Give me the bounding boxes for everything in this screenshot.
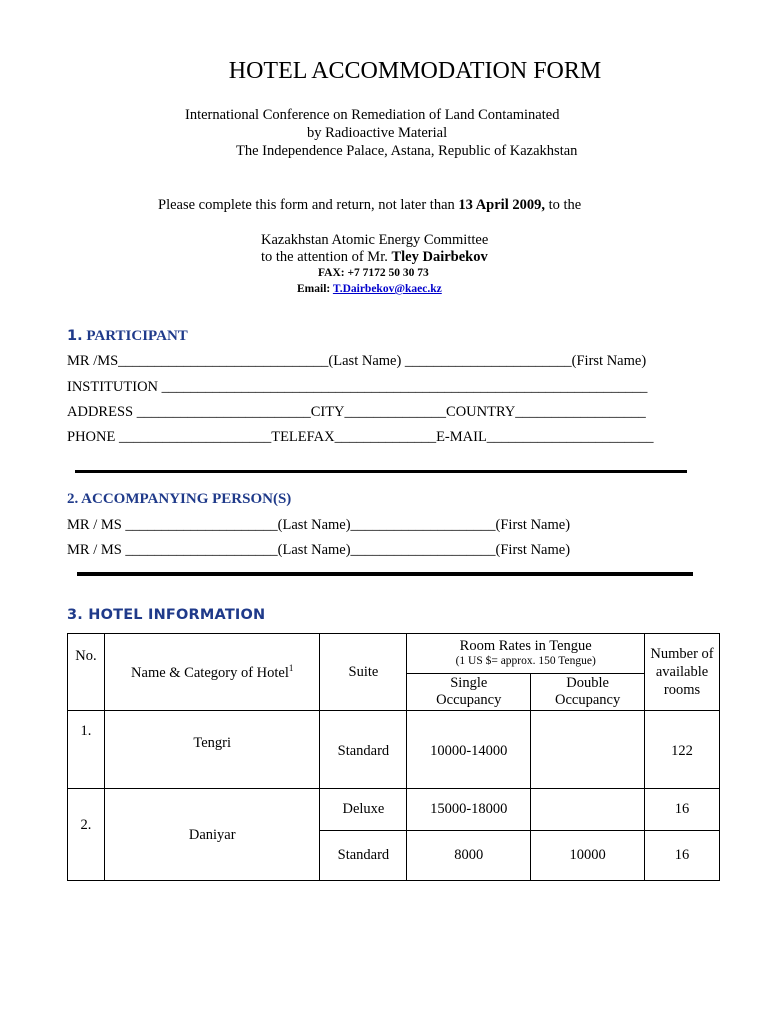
hotel-name: Daniyar xyxy=(104,789,320,881)
rooms-header-l2: available xyxy=(655,664,709,680)
accompanying-person-1-field[interactable]: MR / MS _____________________(Last Name)____________________(First Name) xyxy=(67,517,571,533)
footnote-marker: 1 xyxy=(288,662,294,673)
col-header-single xyxy=(407,674,531,711)
single-l2: Occupancy xyxy=(436,692,502,708)
email-link[interactable]: T.Dairbekov@kaec.kz xyxy=(332,283,442,295)
col-header-hotel-name-text: Name & Category of Hotel xyxy=(131,664,289,681)
rooms-available: 16 xyxy=(645,831,720,881)
participant-institution-field[interactable]: INSTITUTION ___________________________________________________________________ xyxy=(67,379,648,395)
participant-heading-num: 1. xyxy=(67,328,83,344)
contact-fax: FAX: +7 7172 50 30 73 xyxy=(318,267,429,279)
rooms-header-l1: Number of xyxy=(650,646,714,662)
table-row xyxy=(68,789,720,831)
single-l1: Single xyxy=(450,675,488,691)
col-header-double xyxy=(531,674,645,711)
col-header-suite: Suite xyxy=(320,634,407,711)
conference-name-line1: International Conference on Remediation of Land Contaminated xyxy=(185,107,560,123)
suite-type: Deluxe xyxy=(320,789,407,831)
rooms-available: 122 xyxy=(645,711,720,789)
rates-title: Room Rates in Tengue xyxy=(459,638,592,654)
col-header-rooms xyxy=(645,634,720,711)
double-rate xyxy=(531,711,645,789)
hotel-name: Tengri xyxy=(104,711,320,789)
col-header-no: No. xyxy=(68,634,105,711)
participant-address-field[interactable]: ADDRESS ________________________CITY______________COUNTRY__________________ xyxy=(67,404,646,420)
col-header-hotel-name xyxy=(104,634,320,711)
instructions-prefix: Please complete this form and return, not later than xyxy=(158,197,459,213)
form-title: HOTEL ACCOMMODATION FORM xyxy=(228,58,602,84)
email-label: Email: xyxy=(297,283,333,295)
rooms-header-l3: rooms xyxy=(663,682,701,698)
double-l2: Occupancy xyxy=(555,692,621,708)
attention-name: Tley Dairbekov xyxy=(391,249,488,265)
rooms-available: 16 xyxy=(645,789,720,831)
contact-attention xyxy=(261,249,488,266)
attention-prefix: to the attention of Mr. xyxy=(261,249,392,265)
participant-heading-text: PARTICIPANT xyxy=(82,328,188,344)
suite-type: Standard xyxy=(320,831,407,881)
participant-name-field[interactable]: MR /MS_____________________________(Last Name) _______________________(First Name) xyxy=(67,353,647,369)
suite-type: Standard xyxy=(320,711,407,789)
rates-exchange-note: (1 US $= approx. 150 Tengue) xyxy=(455,655,596,667)
double-l1: Double xyxy=(566,675,609,691)
hotel-info-heading: 3. HOTEL INFORMATION xyxy=(67,607,266,623)
participant-heading xyxy=(67,328,188,345)
instructions-suffix: to the xyxy=(545,197,582,213)
double-rate: 10000 xyxy=(531,831,645,881)
hotel-no: 2. xyxy=(68,789,105,881)
hotel-no: 1. xyxy=(68,711,105,789)
conference-venue: The Independence Palace, Astana, Republic of Kazakhstan xyxy=(236,143,578,159)
participant-phone-field[interactable]: PHONE _____________________TELEFAX______________E-MAIL_______________________ xyxy=(67,429,654,445)
accompanying-heading: 2. ACCOMPANYING PERSON(S) xyxy=(67,491,292,507)
conference-name-line2: by Radioactive Material xyxy=(307,125,448,141)
double-rate xyxy=(531,789,645,831)
section-divider xyxy=(75,470,687,473)
section-divider xyxy=(77,572,693,576)
col-header-rates xyxy=(407,634,645,674)
instructions xyxy=(158,197,581,214)
deadline: 13 April 2009, xyxy=(458,197,545,213)
hotel-table xyxy=(67,633,720,881)
table-row xyxy=(68,711,720,789)
contact-email-row xyxy=(297,283,442,295)
single-rate: 15000-18000 xyxy=(407,789,531,831)
accompanying-person-2-field[interactable]: MR / MS _____________________(Last Name)____________________(First Name) xyxy=(67,542,571,558)
single-rate: 10000-14000 xyxy=(407,711,531,789)
contact-org: Kazakhstan Atomic Energy Committee xyxy=(261,232,489,248)
single-rate: 8000 xyxy=(407,831,531,881)
